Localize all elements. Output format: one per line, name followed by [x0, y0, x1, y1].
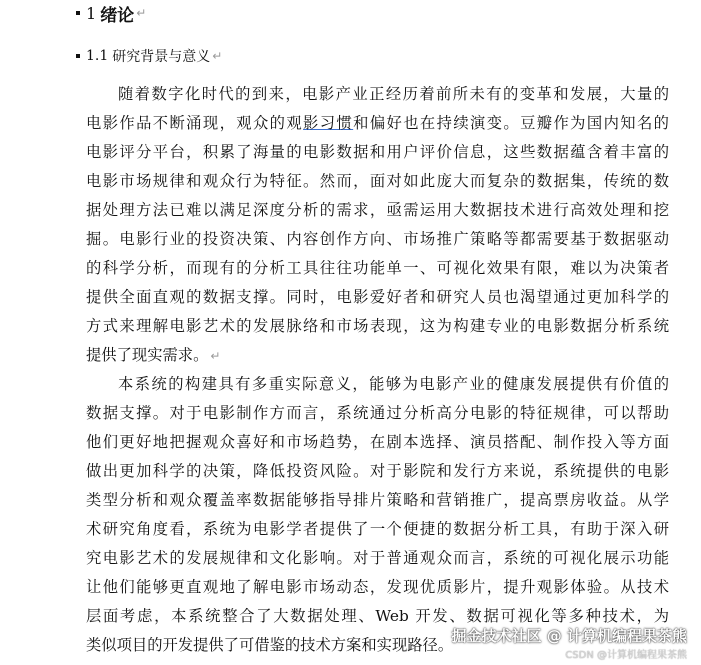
- heading-bullet: [76, 11, 80, 15]
- line-segment: 电影作品不断涌现，观众的观: [86, 114, 304, 132]
- paragraph-line: 据处理方法已难以满足深度分析的需求，亟需运用大数据技术进行高效处理和挖: [86, 201, 669, 219]
- paragraph-line: 的科学分析，而现有的分析工具往往功能单一、可视化效果有限，难以为决策者: [86, 259, 669, 277]
- paragraph-line: 类似项目的开发提供了可借鉴的技术方案和实现路径。: [86, 636, 454, 654]
- paragraph-mark-icon: ↵: [210, 349, 221, 363]
- paragraph-line: 术研究角度看，系统为电影学者提供了一个便捷的数据分析工具，有助于深入研: [86, 520, 669, 538]
- paragraph-2: [86, 370, 669, 660]
- paragraph-line: 做出更加科学的决策，降低投资风险。对于影院和发行方来说，系统提供的电影: [86, 462, 669, 480]
- heading-2: [76, 44, 222, 68]
- paragraph-line: 数据支撑。对于电影制作方而言，系统通过分析高分电影的特征规律，可以帮助: [86, 404, 669, 422]
- line-segment: 提供了现实需求。: [86, 346, 209, 364]
- paragraph-line: 随着数字化时代的到来，电影产业正经历着前所未有的变革和发展，大量的: [118, 85, 669, 103]
- paragraph-line: 层面考虑，本系统整合了大数据处理、Web 开发、数据可视化等多种技术，为: [86, 607, 669, 625]
- paragraph-line: 电影市场规律和观众行为特征。然而，面对如此庞大而复杂的数据集，传统的数: [86, 172, 669, 190]
- return-arrow-icon: ↵: [136, 6, 147, 20]
- heading-2-title: 研究背景与意义: [112, 49, 211, 65]
- paragraph-line: 方式来理解电影艺术的发展脉络和市场表现，这为构建专业的电影数据分析系统: [86, 317, 669, 335]
- heading-1: [76, 0, 146, 26]
- paragraph-line: 电影评分平台，积累了海量的电影数据和用户评价信息，这些数据蕴含着丰富的: [86, 143, 669, 161]
- heading-2-number: 1.1: [86, 48, 109, 64]
- line-segment: 和偏好也在持续演变。豆瓣作为国内知名的: [353, 114, 669, 132]
- paragraph-line: 究电影艺术的发展规律和文化影响。对于普通观众而言，系统的可视化展示功能: [86, 549, 669, 567]
- heading-1-number: 1: [86, 3, 97, 23]
- spellcheck-underlined-text: 影习惯: [303, 114, 354, 132]
- paragraph-line: 本系统的构建具有多重实际意义，能够为电影产业的健康发展提供有价值的: [118, 375, 669, 393]
- paragraph-line: 掘。电影行业的投资决策、内容创作方向、市场推广策略等都需要基于数据驱动: [86, 230, 669, 248]
- return-arrow-icon: ↵: [212, 49, 223, 63]
- heading-bullet: [76, 54, 80, 58]
- paragraph-line: 提供全面直观的数据支撑。同时，电影爱好者和研究人员也渴望通过更加科学的: [86, 288, 669, 306]
- heading-1-title: 绪论: [100, 5, 135, 26]
- paragraph-line: [86, 109, 669, 138]
- paragraph-1: [86, 80, 669, 370]
- watermark-sub: CSDN @计算机编程果茶熊: [565, 650, 687, 661]
- watermark-main: 掘金技术社区 @ 计算机编程果茶熊: [451, 627, 687, 645]
- watermark: [452, 625, 687, 661]
- paragraph-line: 他们更好地把握观众喜好和市场趋势，在剧本选择、演员搭配、制作投入等方面: [86, 433, 669, 451]
- paragraph-line: 类型分析和观众覆盖率数据能够指导排片策略和营销推广，提高票房收益。从学: [86, 491, 669, 509]
- paragraph-line: [86, 341, 669, 370]
- paragraph-line: 让他们能够更直观地了解电影市场动态，发现优质影片，提升观影体验。从技术: [86, 578, 669, 596]
